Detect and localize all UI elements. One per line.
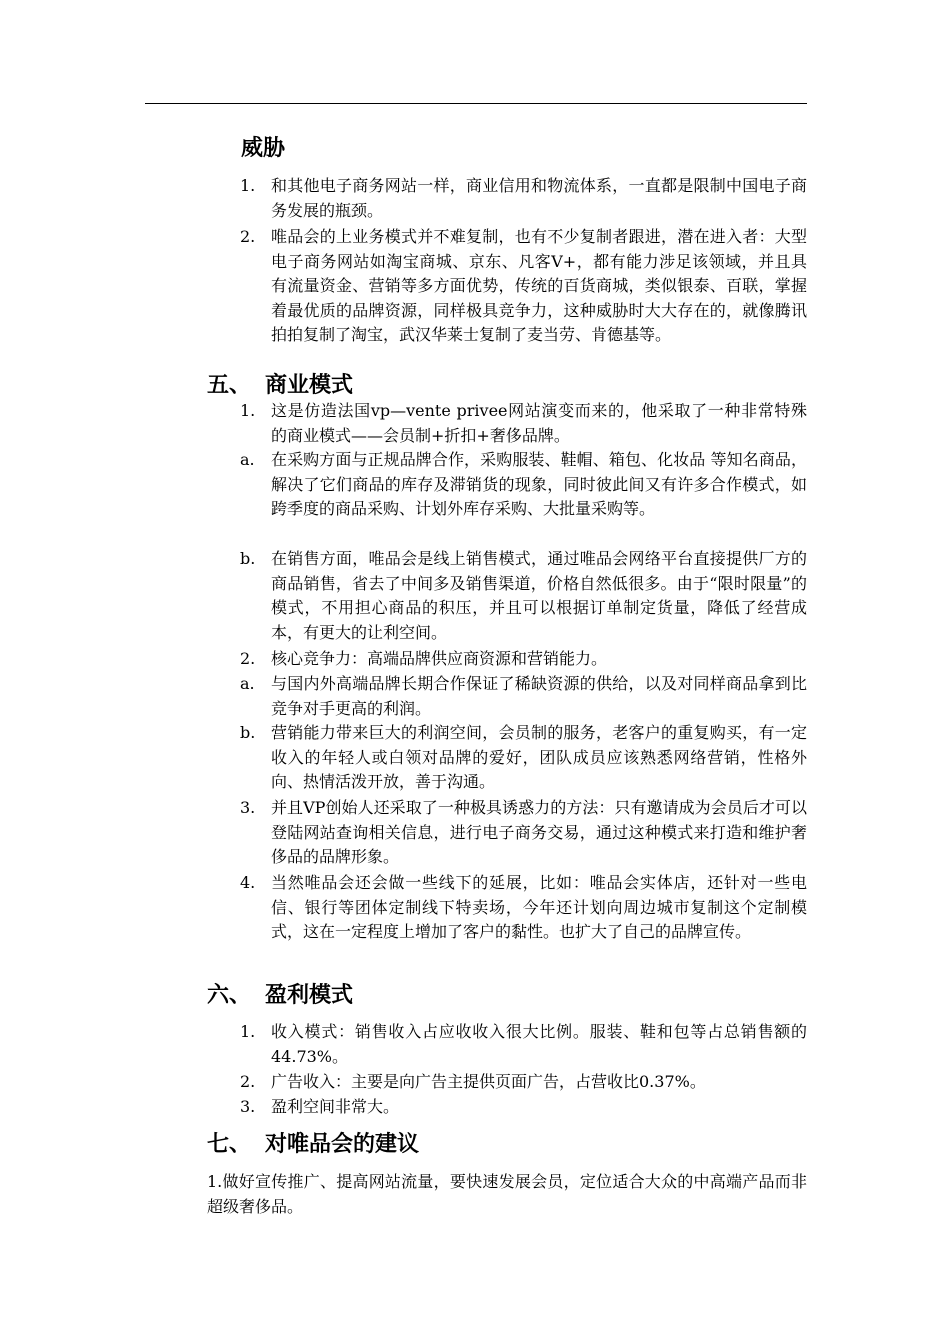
- list-item: [240, 174, 807, 223]
- list-item: [240, 647, 807, 672]
- list-item-text: 唯品会的上业务模式并不难复制，也有不少复制者跟进，潜在进入者：大型电子商务网站如淘宝商城、京东、凡客V+，都有能力涉足该领域，并且具有流量资金、营销等多方面优势，传统的百货商城，类似银泰、百联，掌握着最优质的品牌资源，同样极具竞争力，这种威胁时大大存在的，就像腾讯拍拍复制了淘宝，武汉华莱士复制了麦当劳、肯德基等。: [271, 227, 807, 345]
- list-item: [240, 448, 807, 522]
- heading-text: 盈利模式: [265, 983, 354, 1008]
- list-marker: 3.: [240, 798, 256, 817]
- heading-profit-model: [207, 981, 353, 1011]
- suggestion-paragraph: 1.做好宣传推广、提高网站流量，要快速发展会员，定位适合大众的中高端产品而非超级奢侈品。: [207, 1172, 807, 1216]
- list-marker: 1.: [240, 401, 256, 420]
- list-marker: b.: [240, 723, 256, 742]
- list-item: [240, 225, 807, 348]
- heading-text: 商业模式: [265, 373, 354, 398]
- header-rule: [145, 103, 807, 104]
- list-item-text: 核心竞争力：高端品牌供应商资源和营销能力。: [271, 649, 608, 668]
- list-item-text: 营销能力带来巨大的利润空间，会员制的服务，老客户的重复购买，有一定收入的年轻人或白领对品牌的爱好，团队成员应该熟悉网络营销，性格外向、热情活泼开放，善于沟通。: [271, 723, 807, 792]
- list-item-text: 这是仿造法国vp—vente privee网站演变而来的，他采取了一种非常特殊的商业模式——会员制+折扣+奢侈品牌。: [271, 401, 807, 445]
- list-item-text: 广告收入：主要是向广告主提供页面广告，占营收比0.37%。: [271, 1072, 706, 1091]
- list-item-text: 收入模式：销售收入占应收收入很大比例。服装、鞋和包等占总销售额的44.73%。: [271, 1022, 807, 1066]
- list-item: [240, 871, 807, 945]
- list-marker: b.: [240, 549, 256, 568]
- heading-threats: [241, 134, 285, 164]
- heading-threats-text: 威胁: [241, 136, 286, 161]
- list-item: [240, 1095, 807, 1120]
- heading-number: 七、: [207, 1132, 252, 1157]
- list-marker: a.: [240, 674, 255, 693]
- list-item: [240, 796, 807, 870]
- list-item: [240, 1070, 807, 1095]
- list-item-text: 并且VP创始人还采取了一种极具诱惑力的方法：只有邀请成为会员后才可以登陆网站查询相关信息，进行电子商务交易，通过这种模式来打造和维护奢侈品的品牌形象。: [271, 798, 807, 867]
- list-marker: 2.: [240, 649, 256, 668]
- heading-text: 对唯品会的建议: [265, 1132, 420, 1157]
- list-marker: 2.: [240, 1072, 256, 1091]
- heading-number: 六、: [207, 983, 252, 1008]
- heading-number: 五、: [207, 373, 252, 398]
- heading-business-model: [207, 371, 353, 401]
- list-item: [240, 672, 807, 721]
- list-item-text: 当然唯品会还会做一些线下的延展，比如：唯品会实体店，还针对一些电信、银行等团体定制线下特卖场，今年还计划向周边城市复制这个定制模式，这在一定程度上增加了客户的黏性。也扩大了自己的品牌宣传。: [271, 873, 807, 942]
- list-item-text: 在采购方面与正规品牌合作，采购服装、鞋帽、箱包、化妆品 等知名商品，解决了它们商品的库存及滞销货的现象，同时彼此间又有许多合作模式，如跨季度的商品采购、计划外库存采购、大批量采购等。: [271, 450, 807, 519]
- list-item-text: 在销售方面，唯品会是线上销售模式，通过唯品会网络平台直接提供厂方的商品销售，省去了中间多及销售渠道，价格自然低很多。由于“限时限量”的模式，不用担心商品的积压，并且可以根据订单制定货量，降低了经营成本，有更大的让利空间。: [271, 549, 807, 642]
- list-item: [240, 399, 807, 448]
- list-item: [240, 721, 807, 795]
- list-marker: 4.: [240, 873, 256, 892]
- list-item: [240, 547, 807, 645]
- list-marker: 1.: [240, 1022, 256, 1041]
- list-item: [240, 1020, 807, 1069]
- heading-suggestions: [207, 1130, 419, 1160]
- list-item-text: 盈利空间非常大。: [271, 1097, 400, 1116]
- list-marker: 2.: [240, 227, 256, 246]
- list-marker: 1.: [240, 176, 256, 195]
- list-item-text: 与国内外高端品牌长期合作保证了稀缺资源的供给，以及对同样商品拿到比竞争对手更高的利润。: [271, 674, 807, 718]
- list-marker: a.: [240, 450, 255, 469]
- list-marker: 3.: [240, 1097, 256, 1116]
- list-item-text: 和其他电子商务网站一样，商业信用和物流体系，一直都是限制中国电子商务发展的瓶颈。: [271, 176, 807, 220]
